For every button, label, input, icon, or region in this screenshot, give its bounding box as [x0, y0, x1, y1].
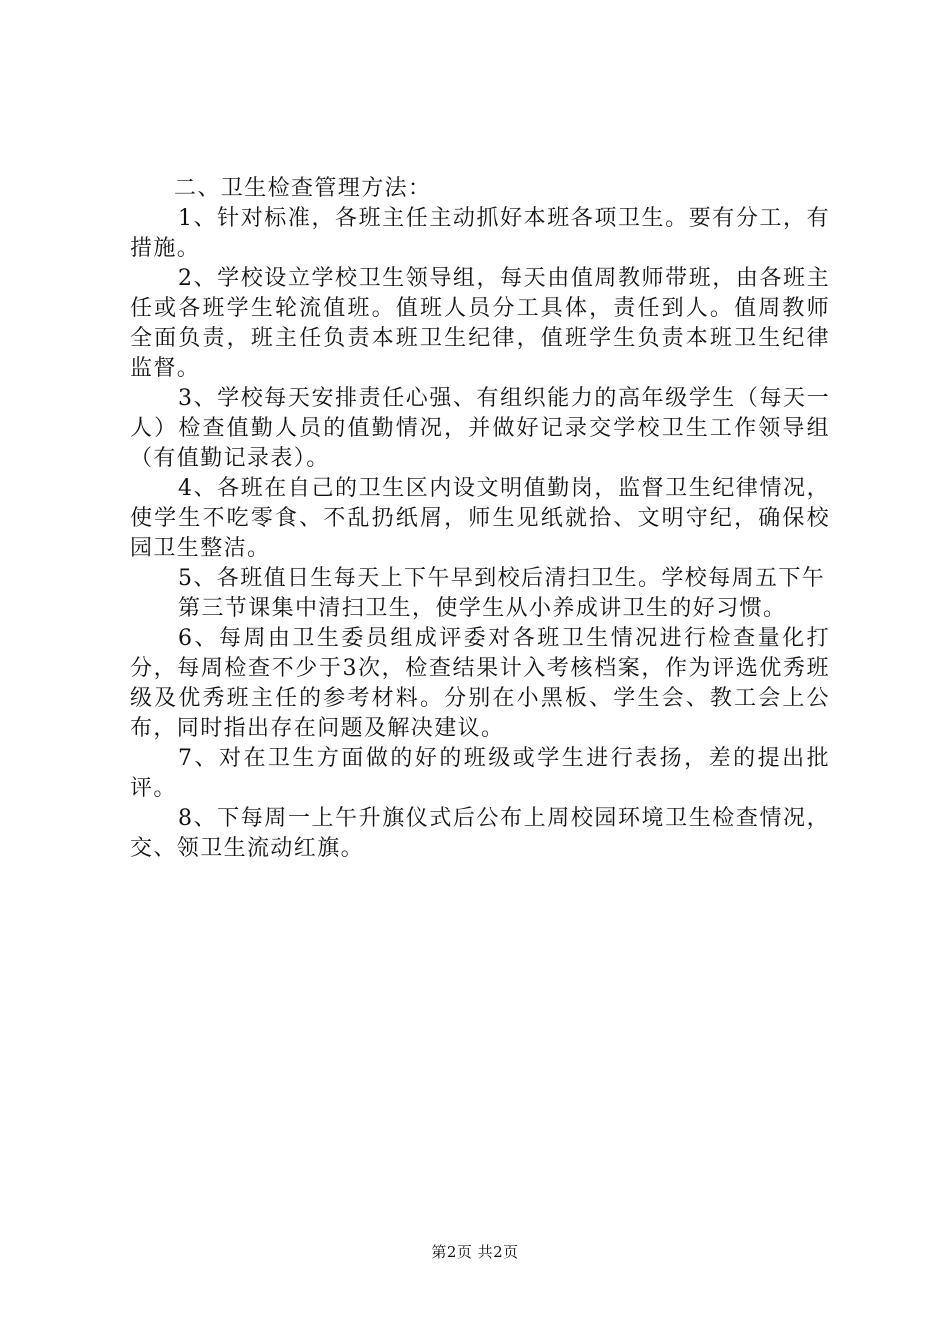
page-number-label: 第2页 共2页: [431, 1243, 519, 1261]
paragraph-1: 1、针对标准，各班主任主动抓好本班各项卫生。要有分工，有措施。: [130, 206, 830, 261]
paragraph-5: 5、各班值日生每天上下午早到校后清扫卫生。学校每周五下午: [178, 566, 826, 591]
section-heading: 二、卫生检查管理方法：: [174, 176, 432, 201]
paragraph-6: 6、每周由卫生委员组成评委对各班卫生情况进行检查量化打分，每周检查不少于3次，检查结果计入考核档案，作为评选优秀班级及优秀班主任的参考材料。分别在小黑板、学生会、教工会上公布，同时指出存在问题及解决建议。: [130, 626, 830, 741]
paragraph-7: 7、对在卫生方面做的好的班级或学生进行表扬，差的提出批评。: [130, 746, 830, 801]
paragraph-2: 2、学校设立学校卫生领导组，每天由值周教师带班，由各班主任或各班学生轮流值班。值班人员分工具体，责任到人。值周教师全面负责，班主任负责本班卫生纪律，值班学生负责本班卫生纪律监督。: [130, 266, 830, 381]
paragraph-4: 4、各班在自己的卫生区内设文明值勤岗，监督卫生纪律情况，使学生不吃零食、不乱扔纸屑，师生见纸就拾、文明守纪，确保校园卫生整洁。: [130, 476, 830, 561]
paragraph-3: 3、学校每天安排责任心强、有组织能力的高年级学生（每天一人）检查值勤人员的值勤情况，并做好记录交学校卫生工作领导组（有值勤记录表）。: [130, 386, 830, 471]
paragraph-5-continuation: 第三节课集中清扫卫生，使学生从小养成讲卫生的好习惯。: [178, 596, 787, 621]
document-body: [130, 174, 830, 864]
paragraph-8: 8、下每周一上午升旗仪式后公布上周校园环境卫生检查情况，交、领卫生流动红旗。: [130, 806, 830, 861]
page-footer: [0, 1242, 950, 1262]
